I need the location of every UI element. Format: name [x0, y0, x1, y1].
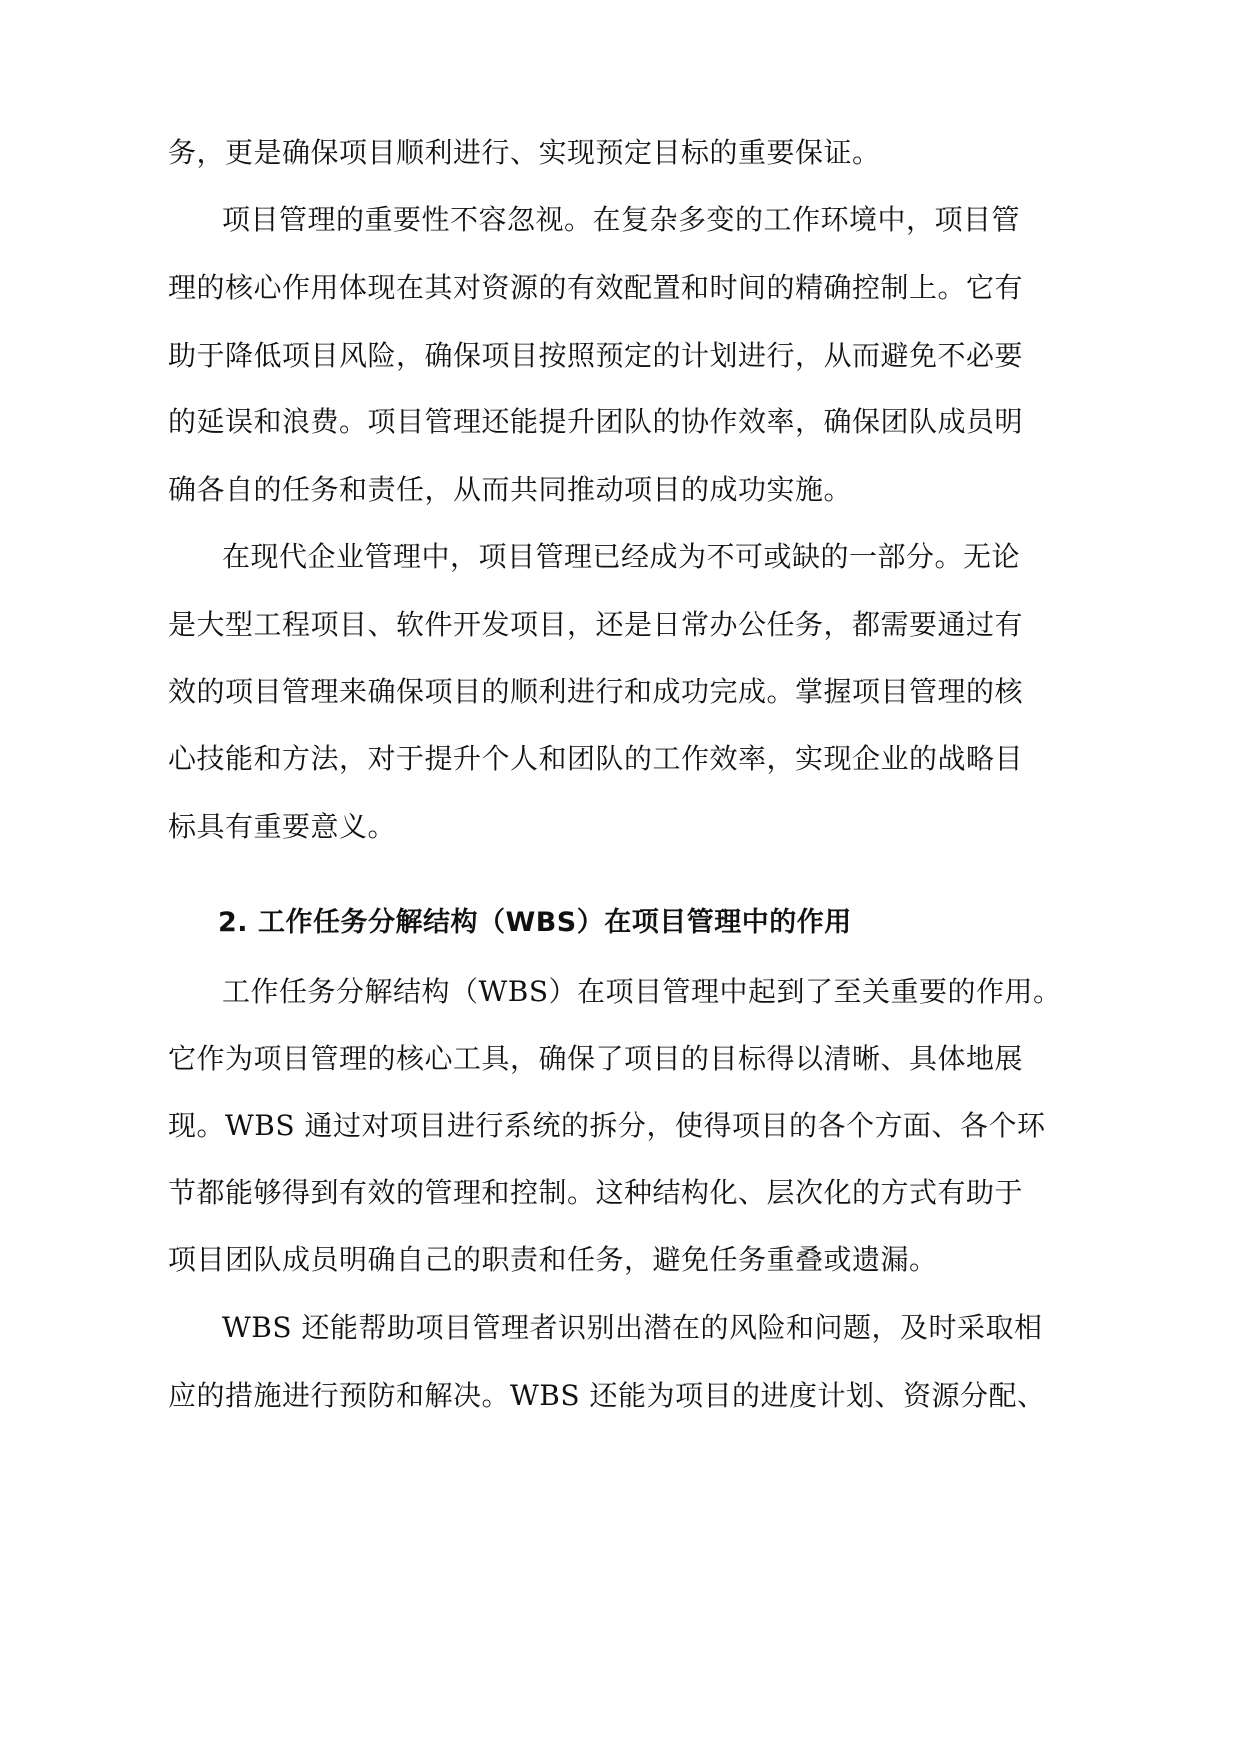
paragraph-importance-line: 项目管理的重要性不容忽视。在复杂多变的工作环境中，项目管 — [222, 203, 1021, 236]
paragraph-modern-line: 是大型工程项目、软件开发项目，还是日常办公任务，都需要通过有 — [168, 608, 1024, 641]
paragraph-importance-line: 理的核心作用体现在其对资源的有效配置和时间的精确控制上。它有 — [168, 271, 1024, 304]
paragraph-importance-line: 的延误和浪费。项目管理还能提升团队的协作效率，确保团队成员明 — [168, 405, 1024, 438]
paragraph-importance-line: 助于降低项目风险，确保项目按照预定的计划进行，从而避免不必要 — [168, 339, 1024, 372]
section-heading: 2. 工作任务分解结构（WBS）在项目管理中的作用 — [218, 907, 852, 938]
paragraph-importance-line: 确各自的任务和责任，从而共同推动项目的成功实施。 — [168, 473, 853, 506]
paragraph-modern-line: 心技能和方法，对于提升个人和团队的工作效率，实现企业的战略目 — [168, 742, 1024, 775]
paragraph-wbs-role-line: 节都能够得到有效的管理和控制。这种结构化、层次化的方式有助于 — [168, 1176, 1024, 1209]
paragraph-wbs-risk-line: 应的措施进行预防和解决。WBS 还能为项目的进度计划、资源分配、 — [168, 1379, 1046, 1412]
paragraph-modern-line: 在现代企业管理中，项目管理已经成为不可或缺的一部分。无论 — [222, 540, 1021, 573]
paragraph-wbs-role-line: 工作任务分解结构（WBS）在项目管理中起到了至关重要的作用。 — [222, 975, 1062, 1008]
paragraph-wbs-role-line: 现。WBS 通过对项目进行系统的拆分，使得项目的各个方面、各个环 — [168, 1109, 1046, 1142]
paragraph-wbs-role-line: 它作为项目管理的核心工具，确保了项目的目标得以清晰、具体地展 — [168, 1042, 1024, 1075]
paragraph-modern-line: 效的项目管理来确保项目的顺利进行和成功完成。掌握项目管理的核 — [168, 675, 1024, 708]
paragraph-wbs-risk-line: WBS 还能帮助项目管理者识别出潜在的风险和问题，及时采取相 — [222, 1311, 1043, 1344]
paragraph-modern-line: 标具有重要意义。 — [168, 810, 397, 843]
paragraph-continuation-line: 务，更是确保项目顺利进行、实现预定目标的重要保证。 — [168, 136, 881, 169]
paragraph-wbs-role-line: 项目团队成员明确自己的职责和任务，避免任务重叠或遗漏。 — [168, 1243, 938, 1276]
